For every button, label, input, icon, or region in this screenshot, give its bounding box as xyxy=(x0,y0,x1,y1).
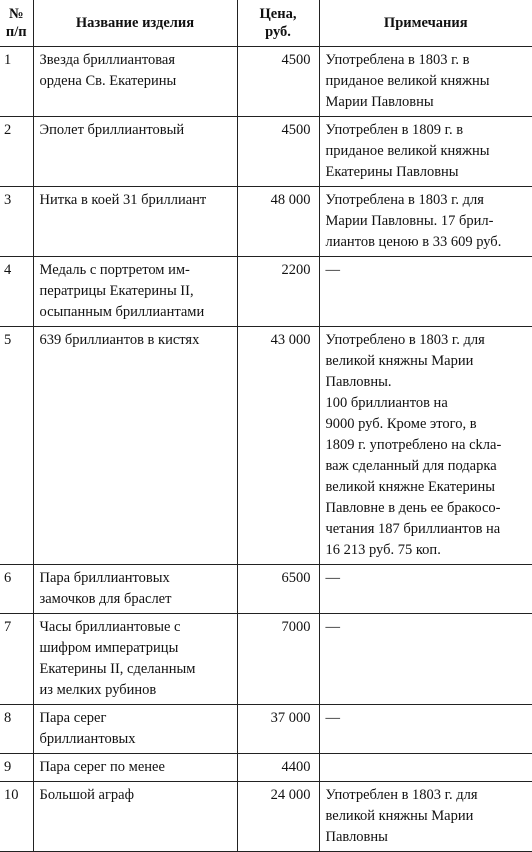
item-name: Пара серег бриллиантовых xyxy=(33,705,237,754)
item-price: 4500 xyxy=(237,47,319,117)
item-price: 4400 xyxy=(237,754,319,782)
item-price: 43 000 xyxy=(237,327,319,565)
item-note: Употреблена в 1803 г. для Марии Павловны. 17 брил- лиантов ценою в 33 609 руб. xyxy=(319,187,532,257)
item-note: — xyxy=(319,257,532,327)
item-name: Часы бриллиантовые с шифром императрицы Екатерины II, сделанным из мелких рубинов xyxy=(33,614,237,705)
row-number: 5 xyxy=(0,327,33,565)
row-number: 8 xyxy=(0,705,33,754)
header-price-label: Цена, руб. xyxy=(259,6,297,40)
item-note xyxy=(319,754,532,782)
table-row xyxy=(0,614,532,705)
header-row xyxy=(0,0,532,47)
table-row xyxy=(0,47,532,117)
table-row xyxy=(0,782,532,852)
item-price: 24 000 xyxy=(237,782,319,852)
table-row xyxy=(0,257,532,327)
table-header xyxy=(0,0,532,47)
item-name: Пара серег по менее xyxy=(33,754,237,782)
row-number: 2 xyxy=(0,117,33,187)
header-name-label: Название изделия xyxy=(75,15,195,31)
row-number: 9 xyxy=(0,754,33,782)
item-price: 2200 xyxy=(237,257,319,327)
row-number: 6 xyxy=(0,565,33,614)
table-body xyxy=(0,47,532,852)
row-number: 4 xyxy=(0,257,33,327)
table-row xyxy=(0,754,532,782)
item-note: Употреблен в 1809 г. в приданое великой княжны Екатерины Павловны xyxy=(319,117,532,187)
item-price: 7000 xyxy=(237,614,319,705)
row-number: 1 xyxy=(0,47,33,117)
row-number: 3 xyxy=(0,187,33,257)
item-price: 4500 xyxy=(237,117,319,187)
item-price: 37 000 xyxy=(237,705,319,754)
item-name: 639 бриллиантов в кистях xyxy=(33,327,237,565)
header-note-label: Примечания xyxy=(383,15,468,31)
table-row xyxy=(0,327,532,565)
item-note: Употреблен в 1803 г. для великой княжны Марии Павловны xyxy=(319,782,532,852)
table-row xyxy=(0,187,532,257)
table-row xyxy=(0,565,532,614)
item-name: Пара бриллиантовых замочков для браслет xyxy=(33,565,237,614)
row-number: 10 xyxy=(0,782,33,852)
item-name: Медаль с портретом им- ператрицы Екатерины II, осыпанным бриллиантами xyxy=(33,257,237,327)
item-note: — xyxy=(319,614,532,705)
item-name: Звезда бриллиантовая ордена Св. Екатерины xyxy=(33,47,237,117)
item-price: 48 000 xyxy=(237,187,319,257)
header-num-label: № п/п xyxy=(5,6,27,40)
header-note xyxy=(319,0,532,47)
item-name: Нитка в коей 31 бриллиант xyxy=(33,187,237,257)
item-price: 6500 xyxy=(237,565,319,614)
item-name: Эполет бриллиантовый xyxy=(33,117,237,187)
header-price xyxy=(237,0,319,47)
item-note: Употреблена в 1803 г. в приданое великой княжны Марии Павловны xyxy=(319,47,532,117)
item-name: Большой аграф xyxy=(33,782,237,852)
header-num xyxy=(0,0,33,47)
item-note: Употреблено в 1803 г. для великой княжны Марии Павловны. 100 бриллиантов на 9000 руб. Кроме этого, в 1809 г. употреблено на сkла- важ сделанный для подарка великой княжне Екатерины Павловне в день ее бракосо- четания 187 бриллиантов на 16 213 руб. 75 коп. xyxy=(319,327,532,565)
item-note: — xyxy=(319,705,532,754)
item-note: — xyxy=(319,565,532,614)
row-number: 7 xyxy=(0,614,33,705)
table-row xyxy=(0,117,532,187)
header-name xyxy=(33,0,237,47)
table-row xyxy=(0,705,532,754)
